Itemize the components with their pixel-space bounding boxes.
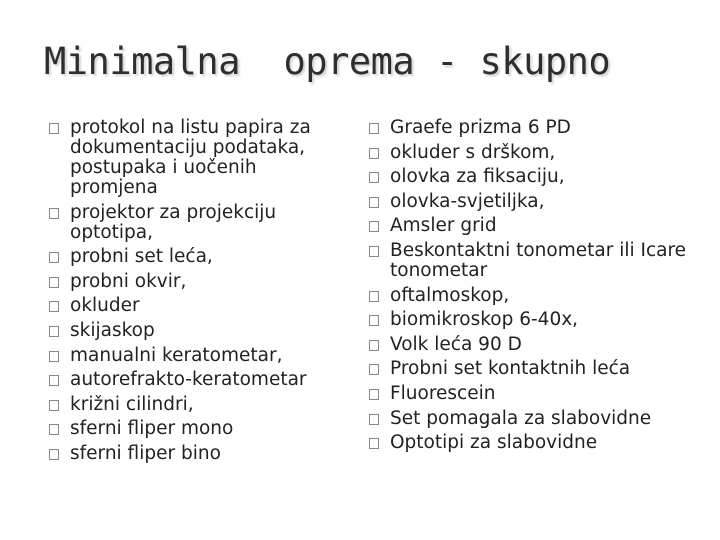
list-item-text: Probni set kontaktnih leća <box>390 358 631 380</box>
list-item-text: projektor za projekciju optotipa, <box>70 201 277 243</box>
list-item-text: probni set leća, <box>70 246 213 268</box>
left-equipment-list <box>48 118 348 469</box>
square-bullet-icon <box>49 375 59 386</box>
list-item-text: Volk leća 90 D <box>390 333 522 355</box>
square-bullet-icon <box>369 291 379 302</box>
list-item-text: olovka za fiksaciju, <box>390 166 565 188</box>
list-item <box>48 419 348 439</box>
list-item <box>48 346 348 366</box>
square-bullet-icon <box>49 301 59 312</box>
list-item <box>368 433 698 453</box>
square-bullet-icon <box>49 123 59 134</box>
list-item <box>48 395 348 415</box>
list-item <box>48 321 348 341</box>
square-bullet-icon <box>369 389 379 400</box>
list-item-text: biomikroskop 6-40x, <box>390 309 579 331</box>
square-bullet-icon <box>49 277 59 288</box>
list-item <box>368 167 698 187</box>
square-bullet-icon <box>369 221 379 232</box>
square-bullet-icon <box>369 438 379 449</box>
square-bullet-icon <box>369 246 379 257</box>
square-bullet-icon <box>49 252 59 263</box>
list-item-text: skijaskop <box>70 319 155 341</box>
list-item <box>48 247 348 267</box>
list-item-text: Amsler grid <box>390 215 497 237</box>
square-bullet-icon <box>49 208 59 219</box>
list-item <box>368 241 698 281</box>
list-item <box>368 192 698 212</box>
square-bullet-icon <box>49 326 59 337</box>
list-item <box>48 444 348 464</box>
list-item <box>368 384 698 404</box>
square-bullet-icon <box>49 400 59 411</box>
list-item <box>368 359 698 379</box>
list-item <box>368 409 698 429</box>
list-item <box>368 143 698 163</box>
square-bullet-icon <box>369 315 379 326</box>
list-item <box>48 118 348 198</box>
list-item <box>48 370 348 390</box>
square-bullet-icon <box>369 148 379 159</box>
list-item <box>368 216 698 236</box>
list-item <box>368 335 698 355</box>
list-item-text: olovka-svjetiljka, <box>390 190 545 212</box>
list-item-text: Set pomagala za slabovidne <box>390 407 652 429</box>
list-item <box>368 310 698 330</box>
square-bullet-icon <box>369 172 379 183</box>
list-item <box>48 203 348 243</box>
list-item-text: okluder <box>70 295 140 317</box>
list-item <box>368 286 698 306</box>
list-item-text: Fluorescein <box>390 382 496 404</box>
right-equipment-list <box>368 118 698 458</box>
list-item-text: Optotipi za slabovidne <box>390 432 598 454</box>
list-item-text: oftalmoskop, <box>390 284 510 306</box>
list-item-text: okluder s drškom, <box>390 141 556 163</box>
slide-title: Minimalna oprema - skupno <box>44 40 611 83</box>
square-bullet-icon <box>49 351 59 362</box>
square-bullet-icon <box>49 449 59 460</box>
list-item-text: Beskontaktni tonometar ili Icare tonometar <box>390 239 687 281</box>
square-bullet-icon <box>369 414 379 425</box>
list-item <box>368 118 698 138</box>
list-item-text: autorefrakto-keratometar <box>70 369 307 391</box>
list-item <box>48 272 348 292</box>
square-bullet-icon <box>369 197 379 208</box>
list-item-text: sferni fliper mono <box>70 418 234 440</box>
list-item-text: križni cilindri, <box>70 393 194 415</box>
square-bullet-icon <box>369 123 379 134</box>
list-item-text: Graefe prizma 6 PD <box>390 117 571 138</box>
square-bullet-icon <box>49 424 59 435</box>
list-item-text: manualni keratometar, <box>70 344 283 366</box>
list-item-text: sferni fliper bino <box>70 442 221 464</box>
square-bullet-icon <box>369 340 379 351</box>
list-item-text: probni okvir, <box>70 270 187 292</box>
list-item-text: protokol na listu papira za dokumentaciju podataka, postupaka i uočenih promjena <box>70 117 311 198</box>
list-item <box>48 296 348 316</box>
square-bullet-icon <box>369 364 379 375</box>
